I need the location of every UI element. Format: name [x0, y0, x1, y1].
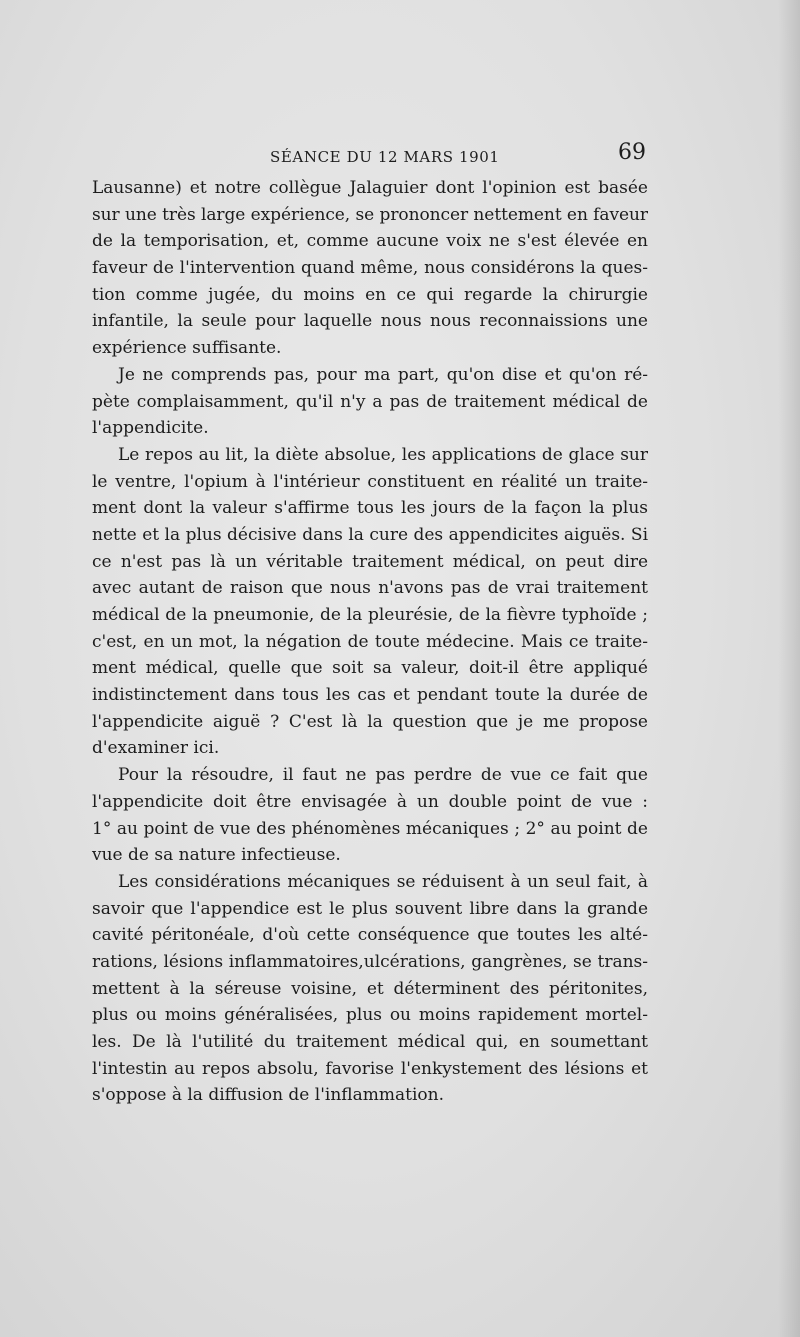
text-line: de la temporisation, et, comme aucune voix ne s'est élevée en — [92, 231, 648, 252]
text-line: expérience suffisante. — [92, 338, 282, 359]
text-line: ment dont la valeur s'affirme tous les jours de la façon la plus — [92, 498, 648, 519]
text-line: l'appendicite doit être envisagée à un double point de vue : — [92, 791, 648, 812]
text-line: rations, lésions inflammatoires,ulcérations, gangrènes, se trans- — [92, 951, 648, 972]
text-line: Pour la résoudre, il faut ne pas perdre de vue ce fait que — [118, 765, 648, 786]
text-line: Lausanne) et notre collègue Jalaguier dont l'opinion est basée — [92, 178, 648, 198]
text-line: pète complaisamment, qu'il n'y a pas de traitement médical de — [92, 391, 648, 412]
text-line: s'oppose à la diffusion de l'inflammation. — [92, 1085, 444, 1106]
text-line: ce n'est pas là un véritable traitement médical, on peut dire — [92, 551, 648, 572]
text-line: les. De là l'utilité du traitement médical qui, en soumettant — [92, 1032, 648, 1052]
text-line: tion comme jugée, du moins en ce qui regarde la chirurgie — [92, 284, 648, 305]
text-line: vue de sa nature infectieuse. — [92, 845, 341, 866]
running-title: SÉANCE DU 12 MARS 1901 — [270, 148, 500, 166]
text-line: infantile, la seule pour laquelle nous nous reconnaissions une — [92, 311, 648, 332]
text-line: nette et la plus décisive dans la cure des appendicites aiguës. Si — [92, 524, 648, 545]
text-line: mettent à la séreuse voisine, et déterminent des péritonites, — [92, 978, 648, 999]
page-number: 69 — [618, 140, 646, 165]
running-head — [92, 140, 648, 172]
text-line: c'est, en un mot, la négation de toute médecine. Mais ce traite- — [92, 631, 648, 652]
text-line: faveur de l'intervention quand même, nous considérons la ques- — [92, 258, 648, 279]
text-line: l'appendicite aiguë ? C'est là la question que je me propose — [92, 711, 648, 732]
text-line: avec autant de raison que nous n'avons pas de vrai traitement — [92, 578, 648, 599]
body-text — [92, 175, 648, 1109]
text-line: sur une très large expérience, se prononcer nettement en faveur — [92, 204, 648, 225]
text-line: l'intestin au repos absolu, favorise l'enkystement des lésions et — [92, 1058, 648, 1079]
text-line: Les considérations mécaniques se réduisent à un seul fait, à — [118, 871, 648, 892]
text-line: indistinctement dans tous les cas et pendant toute la durée de — [92, 685, 648, 706]
text-line: 1° au point de vue des phénomènes mécaniques ; 2° au point de — [92, 818, 648, 839]
text-line: cavité péritonéale, d'où cette conséquence que toutes les alté- — [92, 925, 648, 946]
text-line: le ventre, l'opium à l'intérieur constituent en réalité un traite- — [92, 471, 648, 492]
text-line: l'appendicite. — [92, 418, 209, 439]
text-line: savoir que l'appendice est le plus souvent libre dans la grande — [92, 898, 648, 919]
text-line: Je ne comprends pas, pour ma part, qu'on dise et qu'on ré- — [118, 364, 648, 385]
text-line: ment médical, quelle que soit sa valeur, doit-il être appliqué — [92, 658, 648, 679]
text-line: médical de la pneumonie, de la pleurésie, de la fièvre typhoïde ; — [92, 605, 648, 625]
page-edge-shadow — [778, 0, 800, 1337]
text-line: d'examiner ici. — [92, 738, 220, 759]
text-line: plus ou moins généralisées, plus ou moins rapidement mortel- — [92, 1005, 648, 1026]
text-line: Le repos au lit, la diète absolue, les applications de glace sur — [118, 444, 648, 465]
